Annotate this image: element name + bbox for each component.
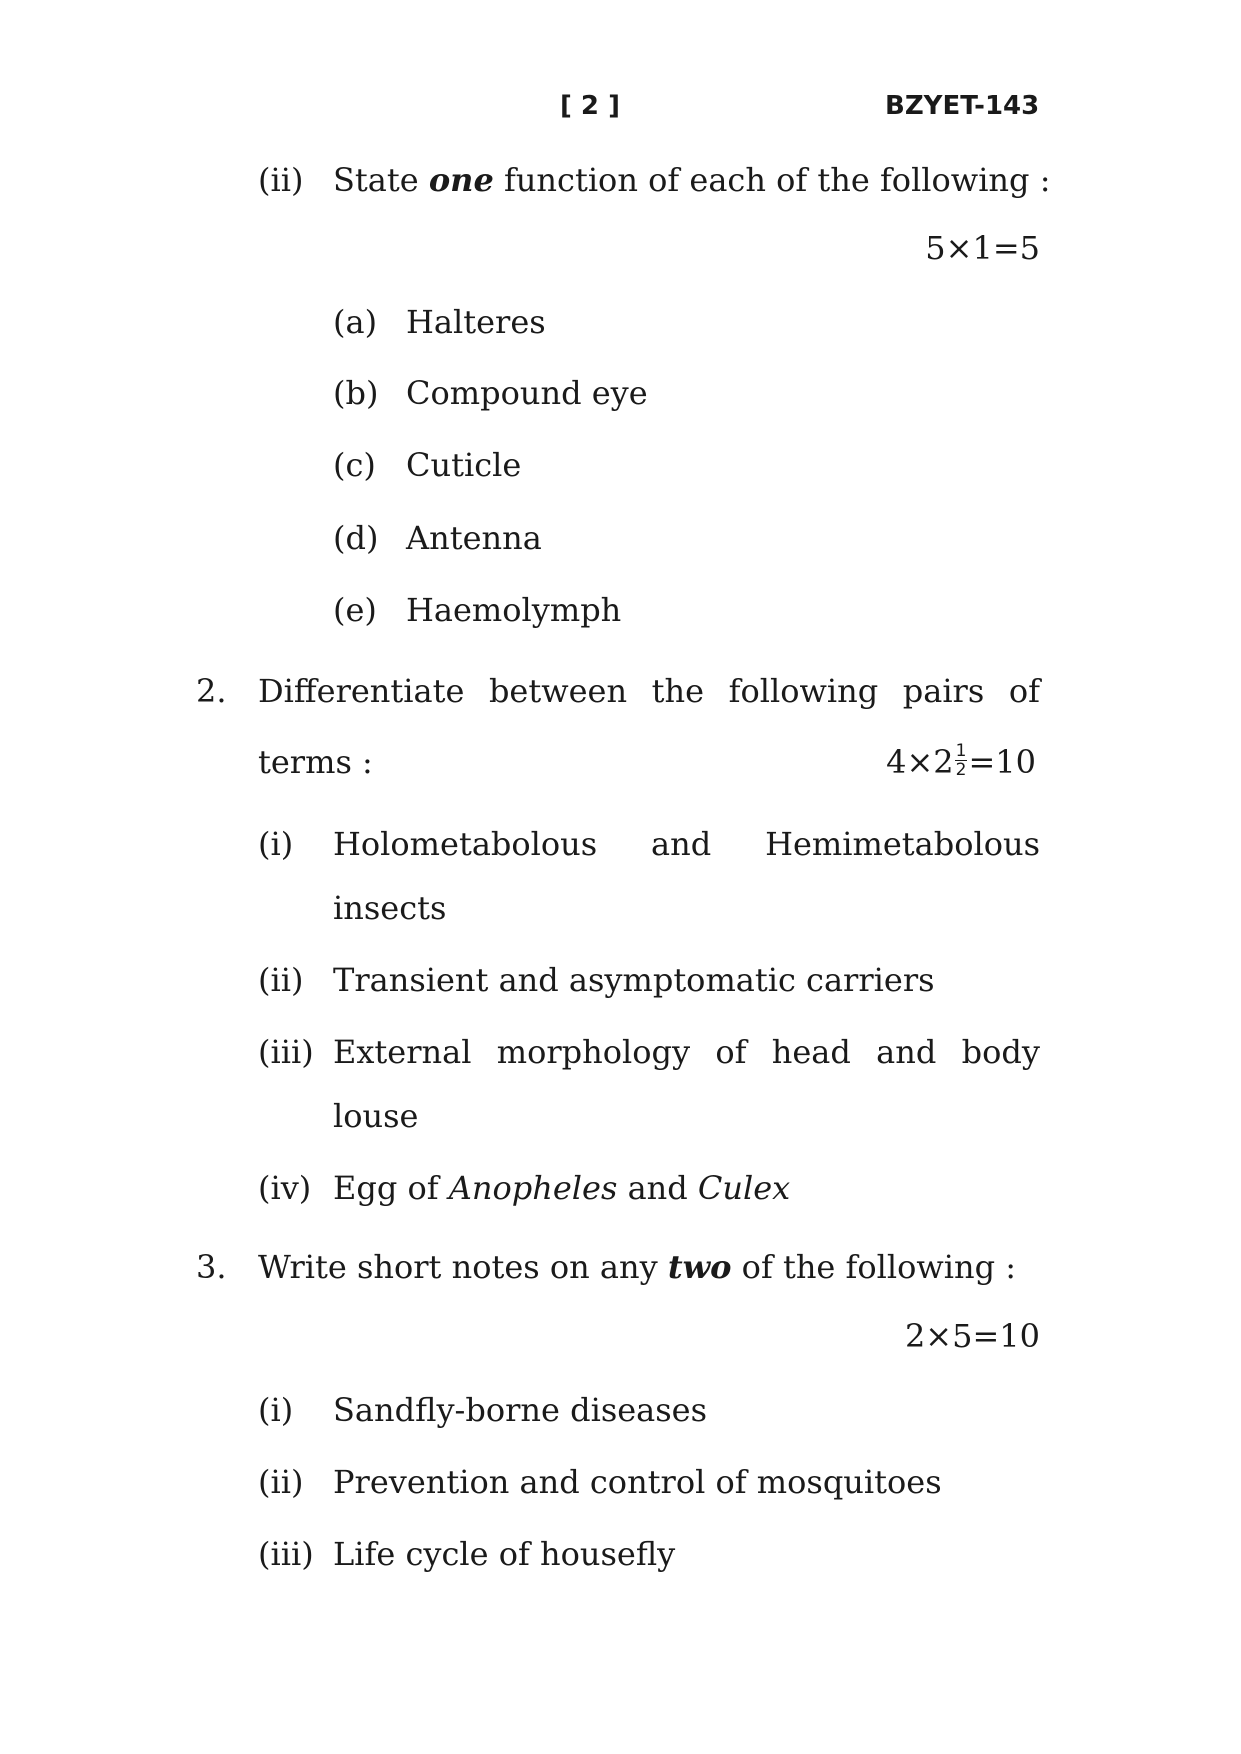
q1-marks: 5×1=5	[925, 229, 1040, 267]
item-label: (a)	[333, 303, 378, 341]
item-text: Life cycle of housefly	[333, 1535, 676, 1573]
item-text: Cuticle	[406, 446, 522, 484]
item-text: Holometabolous and Hemimetabolous	[333, 825, 1040, 863]
item-text: Haemolymph	[406, 591, 622, 629]
page-number: [ 2 ]	[560, 91, 620, 121]
q1-part-label: (ii)	[258, 161, 304, 199]
item-text: Compound eye	[406, 374, 648, 412]
q3-instruction: Write short notes on any two of the following :	[258, 1248, 1017, 1286]
emphasis-two: two	[667, 1248, 732, 1286]
question-number: 3.	[196, 1248, 227, 1286]
item-text-continued: louse	[333, 1097, 419, 1135]
item-text: External morphology of head and body	[333, 1033, 1040, 1071]
item-text: Halteres	[406, 303, 546, 341]
q2-marks: 4×2 $\frac{1}{2}$ =10	[886, 741, 1036, 781]
item-text: Antenna	[406, 519, 542, 557]
item-label: (i)	[258, 825, 294, 863]
item-label: (iii)	[258, 1535, 314, 1573]
item-label: (iv)	[258, 1169, 312, 1207]
item-text: Egg of Anopheles and Culex	[333, 1169, 791, 1207]
q3-marks: 2×5=10	[904, 1317, 1040, 1355]
question-number: 2.	[196, 672, 227, 710]
paper-code: BZYET-143	[885, 91, 1040, 121]
item-label: (c)	[333, 446, 376, 484]
item-text: Prevention and control of mosquitoes	[333, 1463, 942, 1501]
q2-instruction-line2: terms :	[258, 743, 373, 781]
item-label: (e)	[333, 591, 377, 629]
item-label: (iii)	[258, 1033, 314, 1071]
fraction: $\frac{1}{2}$	[955, 741, 967, 780]
emphasis-one: one	[428, 161, 494, 199]
item-label: (d)	[333, 519, 379, 557]
q2-instruction-line1: Differentiate between the following pairs of	[258, 672, 1040, 710]
item-label: (ii)	[258, 961, 304, 999]
item-label: (ii)	[258, 1463, 304, 1501]
item-label: (b)	[333, 374, 379, 412]
item-text: Sandfly-borne diseases	[333, 1391, 708, 1429]
item-text: Transient and asymptomatic carriers	[333, 961, 935, 999]
item-label: (i)	[258, 1391, 294, 1429]
item-text-continued: insects	[333, 889, 447, 927]
q1-part-instruction: State one function of each of the following :	[333, 161, 1051, 199]
